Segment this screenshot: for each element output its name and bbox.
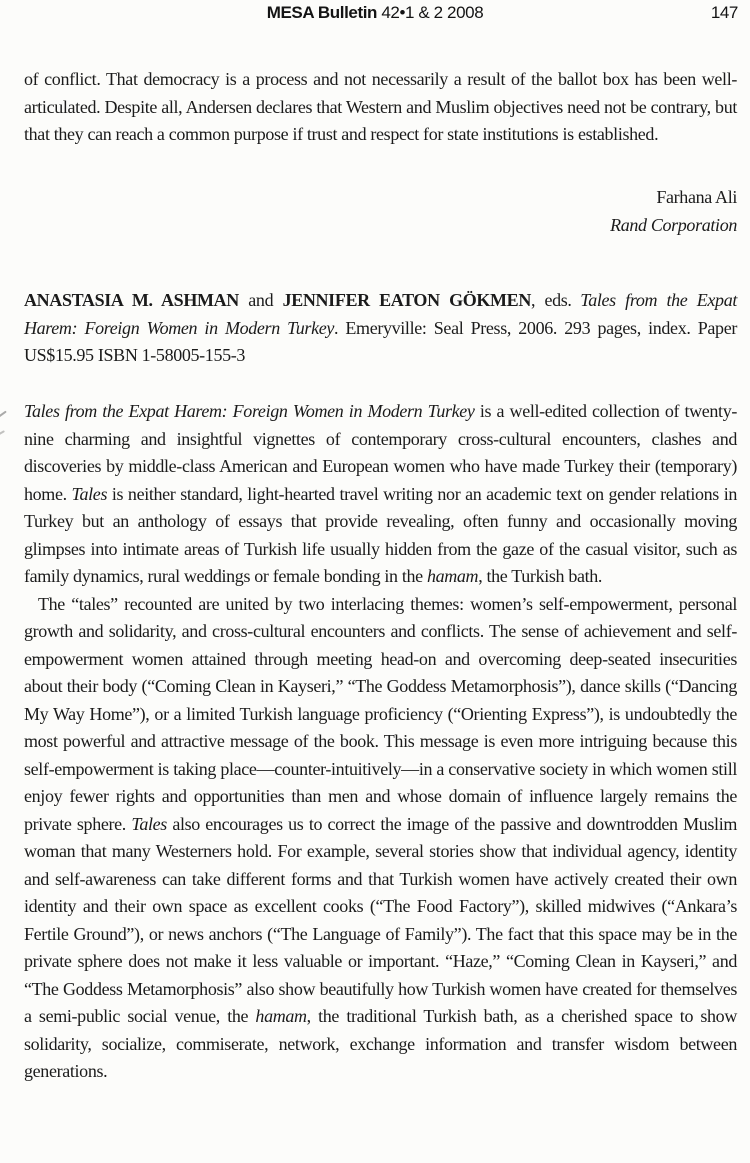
reviewer-name: Farhana Ali <box>656 187 737 207</box>
review-paragraph-2: The “tales” recounted are united by two interlacing themes: women’s self-empowerment, personal growth and solidarity, and cross-cultural encounters and conflicts. The sense of achievement and self-empowerment women attained through meeting head-on and overcoming deep-seated insecurities about their body (“Coming Clean in Kayseri,” “The Goddess Metamorphosis”), dance skills (“Dancing My Way Home”), or a limited Turkish language proficiency (“Orienting Express”), is undoubtedly the most powerful and attractive message of the book. This message is even more intriguing because this self-empowerment is taking place—counter-intuitively—in a conservative society in which women still enjoy fewer rights and opportunities than men and whose domain of influence largely remains the private sphere. Tales also encourages us to correct the image of the passive and downtrodden Muslim woman that many Westerners hold. For example, several stories show that individual agency, identity and self-awareness can take different forms and that Turkish women have actively created their own identity and their own space as excellent cooks (“The Food Factory”), skilled midwives (“Ankara’s Fertile Ground”), or news anchors (“The Language of Family”). The fact that this space may be in the private sphere does not make it less valuable or important. “Haze,” “Coming Clean in Kayseri,” and “The Goddess Metamorphosis” also show beautifully how Turkish women have created for themselves a semi-public social venue, the hamam, the traditional Turkish bath, as a cherished space to show solidarity, socialize, commiserate, network, exchange information and transfer wisdom between generations. <box>24 593 738 1081</box>
book-citation: ANASTASIA M. ASHMAN and JENNIFER EATON GÖKMEN, eds. Tales from the Expat Harem: Foreign Women in Modern Turkey. Emeryville: Seal Press, 2006. 293 pages, index. Paper US$15.95 ISBN 1-58005-155-3 <box>24 290 737 365</box>
journal-title: MESA Bulletin <box>266 3 378 22</box>
page-number: 147 <box>710 3 738 22</box>
reviewer-affiliation: Rand Corporation <box>610 214 737 235</box>
previous-review-closing-paragraph: of conflict. That democracy is a process and not necessarily a result of the ballot box has been well-articulated. Despite all, Andersen declares that Western and Muslim objectives need not be contrary, but that they can reach a common purpose if trust and respect for state institutions is established. <box>24 69 737 144</box>
review-body <box>24 398 737 1086</box>
scan-artifact-mark-2 <box>0 430 5 436</box>
running-head <box>0 3 750 23</box>
review-paragraph-1: Tales from the Expat Harem: Foreign Women in Modern Turkey is a well-edited collection of twenty-nine charming and insightful vignettes of contemporary cross-cultural encounters, clashes and discoveries by middle-class American and European women who have made Turkey their (temporary) home. Tales is neither standard, light-hearted travel writing nor an academic text on gender relations in Turkey but an anthology of essays that provide revealing, often funny and occasionally moving glimpses into intimate areas of Turkish life usually hidden from the gaze of the casual visitor, such as family dynamics, rural weddings or female bonding in the hamam, the Turkish bath. <box>24 401 737 586</box>
reviewer-signature <box>24 184 737 239</box>
scan-artifact-mark <box>0 411 7 418</box>
journal-issue: 42•1 & 2 2008 <box>377 3 484 22</box>
